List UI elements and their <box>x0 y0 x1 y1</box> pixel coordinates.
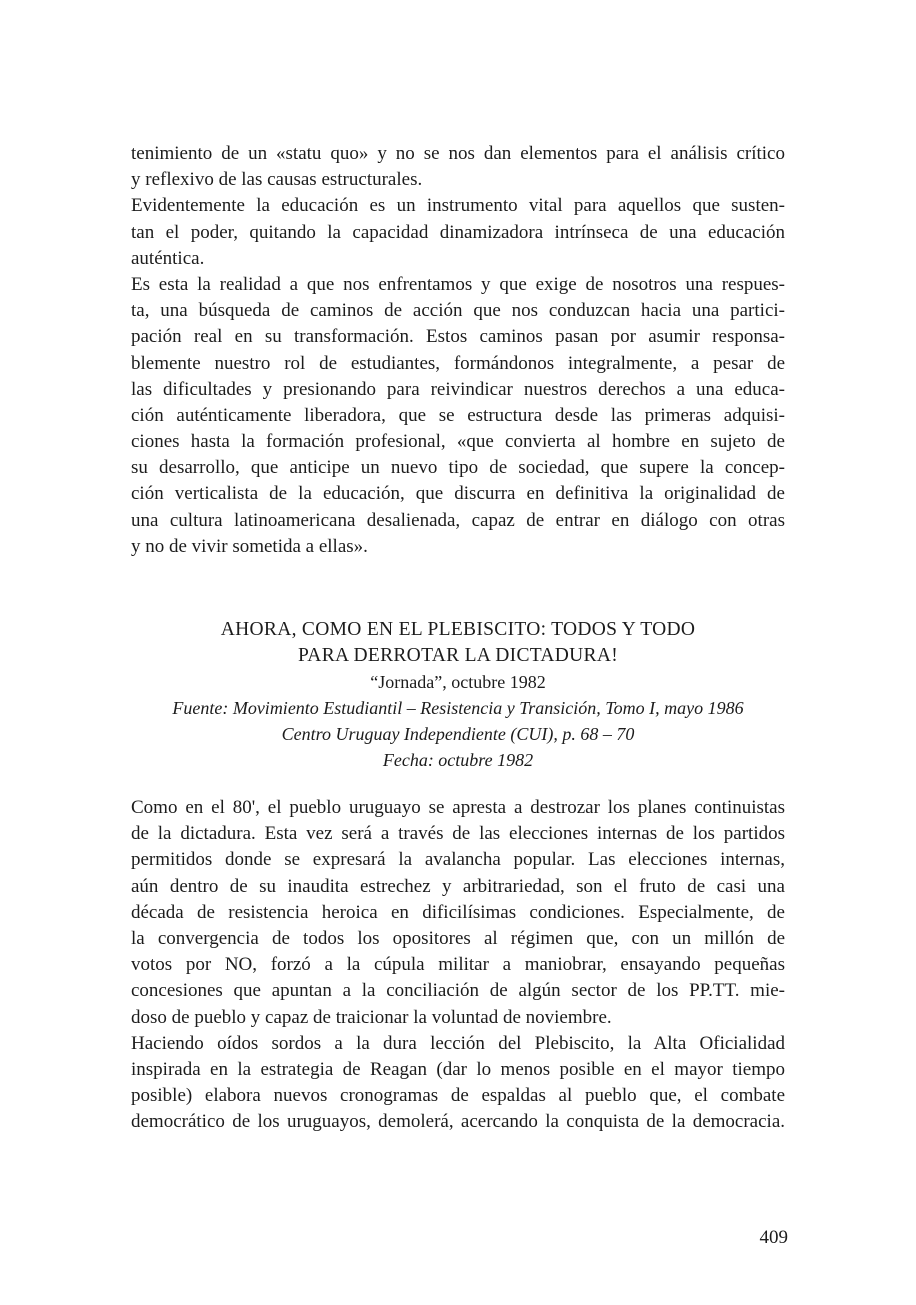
document-heading <box>131 617 785 773</box>
heading-title-line-2: PARA DERROTAR LA DICTADURA! <box>297 645 619 666</box>
body-text-top <box>131 141 785 560</box>
text-line: Evidentemente la educación es un instrumento vital para aquellos que susten- <box>131 195 785 217</box>
text-line: votos por NO, forzó a la cúpula militar a maniobrar, ensayando pequeñas <box>131 954 785 976</box>
page-number: 409 <box>759 1227 788 1248</box>
text-line: y reflexivo de las causas estructurales. <box>131 169 423 191</box>
text-line: una cultura latinoamericana desalienada, capaz de entrar en diálogo con otras <box>131 509 785 531</box>
text-line: las dificultades y presionando para reivindicar nuestros derechos a una educa- <box>131 378 785 400</box>
heading-title-line-1: AHORA, COMO EN EL PLEBISCITO: TODOS Y TODO <box>220 619 696 640</box>
text-line: concesiones que apuntan a la conciliación de algún sector de los PP.TT. mie- <box>131 980 785 1002</box>
text-line: aún dentro de su inaudita estrechez y arbitrariedad, son el fruto de casi una <box>131 875 785 897</box>
date-line: Fecha: octubre 1982 <box>382 750 534 770</box>
text-line: la convergencia de todos los opositores al régimen que, con un millón de <box>131 927 785 949</box>
text-line: tenimiento de un «statu quo» y no se nos dan elementos para el análisis crítico <box>131 143 785 164</box>
text-line: posible) elabora nuevos cronogramas de espaldas al pueblo que, el combate <box>131 1085 785 1107</box>
text-line: ción auténticamente liberadora, que se estructura desde las primeras adquisi- <box>131 404 785 426</box>
publication-line: “Jornada”, octubre 1982 <box>370 672 546 692</box>
text-line: ción verticalista de la educación, que discurra en definitiva la originalidad de <box>131 483 785 505</box>
text-line: su desarrollo, que anticipe un nuevo tipo de sociedad, que supere la concep- <box>131 457 785 479</box>
text-line: ta, una búsqueda de caminos de acción que nos conduzcan hacia una partici- <box>131 300 785 322</box>
text-line: democrático de los uruguayos, demolerá, acercando la conquista de la democracia. <box>131 1111 785 1133</box>
text-line: doso de pueblo y capaz de traicionar la voluntad de noviembre. <box>131 1006 612 1028</box>
body-text-bottom <box>131 795 785 1135</box>
source-line-2: Centro Uruguay Independiente (CUI), p. 68 – 70 <box>281 724 635 744</box>
text-line: y no de vivir sometida a ellas». <box>131 535 368 557</box>
text-line: auténtica. <box>131 247 205 269</box>
text-line: Como en el 80', el pueblo uruguayo se apresta a destrozar los planes continuistas <box>131 797 785 818</box>
text-line: década de resistencia heroica en dificilísimas condiciones. Especialmente, de <box>131 901 785 923</box>
text-line: Haciendo oídos sordos a la dura lección del Plebiscito, la Alta Oficialidad <box>131 1032 785 1054</box>
text-line: permitidos donde se expresará la avalancha popular. Las elecciones internas, <box>131 849 785 871</box>
text-line: tan el poder, quitando la capacidad dinamizadora intrínseca de una educación <box>131 221 785 243</box>
text-line: ciones hasta la formación profesional, «que convierta al hombre en sujeto de <box>131 431 785 453</box>
text-line: inspirada en la estrategia de Reagan (dar lo menos posible en el mayor tiempo <box>131 1058 785 1080</box>
text-line: Es esta la realidad a que nos enfrentamos y que exige de nosotros una respues- <box>131 273 785 295</box>
text-line: pación real en su transformación. Estos caminos pasan por asumir responsa- <box>131 326 785 348</box>
source-line-1: Fuente: Movimiento Estudiantil – Resistencia y Transición, Tomo I, mayo 1986 <box>172 698 744 718</box>
text-line: blemente nuestro rol de estudiantes, formándonos integralmente, a pesar de <box>131 352 785 374</box>
text-line: de la dictadura. Esta vez será a través de las elecciones internas de los partidos <box>131 823 785 845</box>
